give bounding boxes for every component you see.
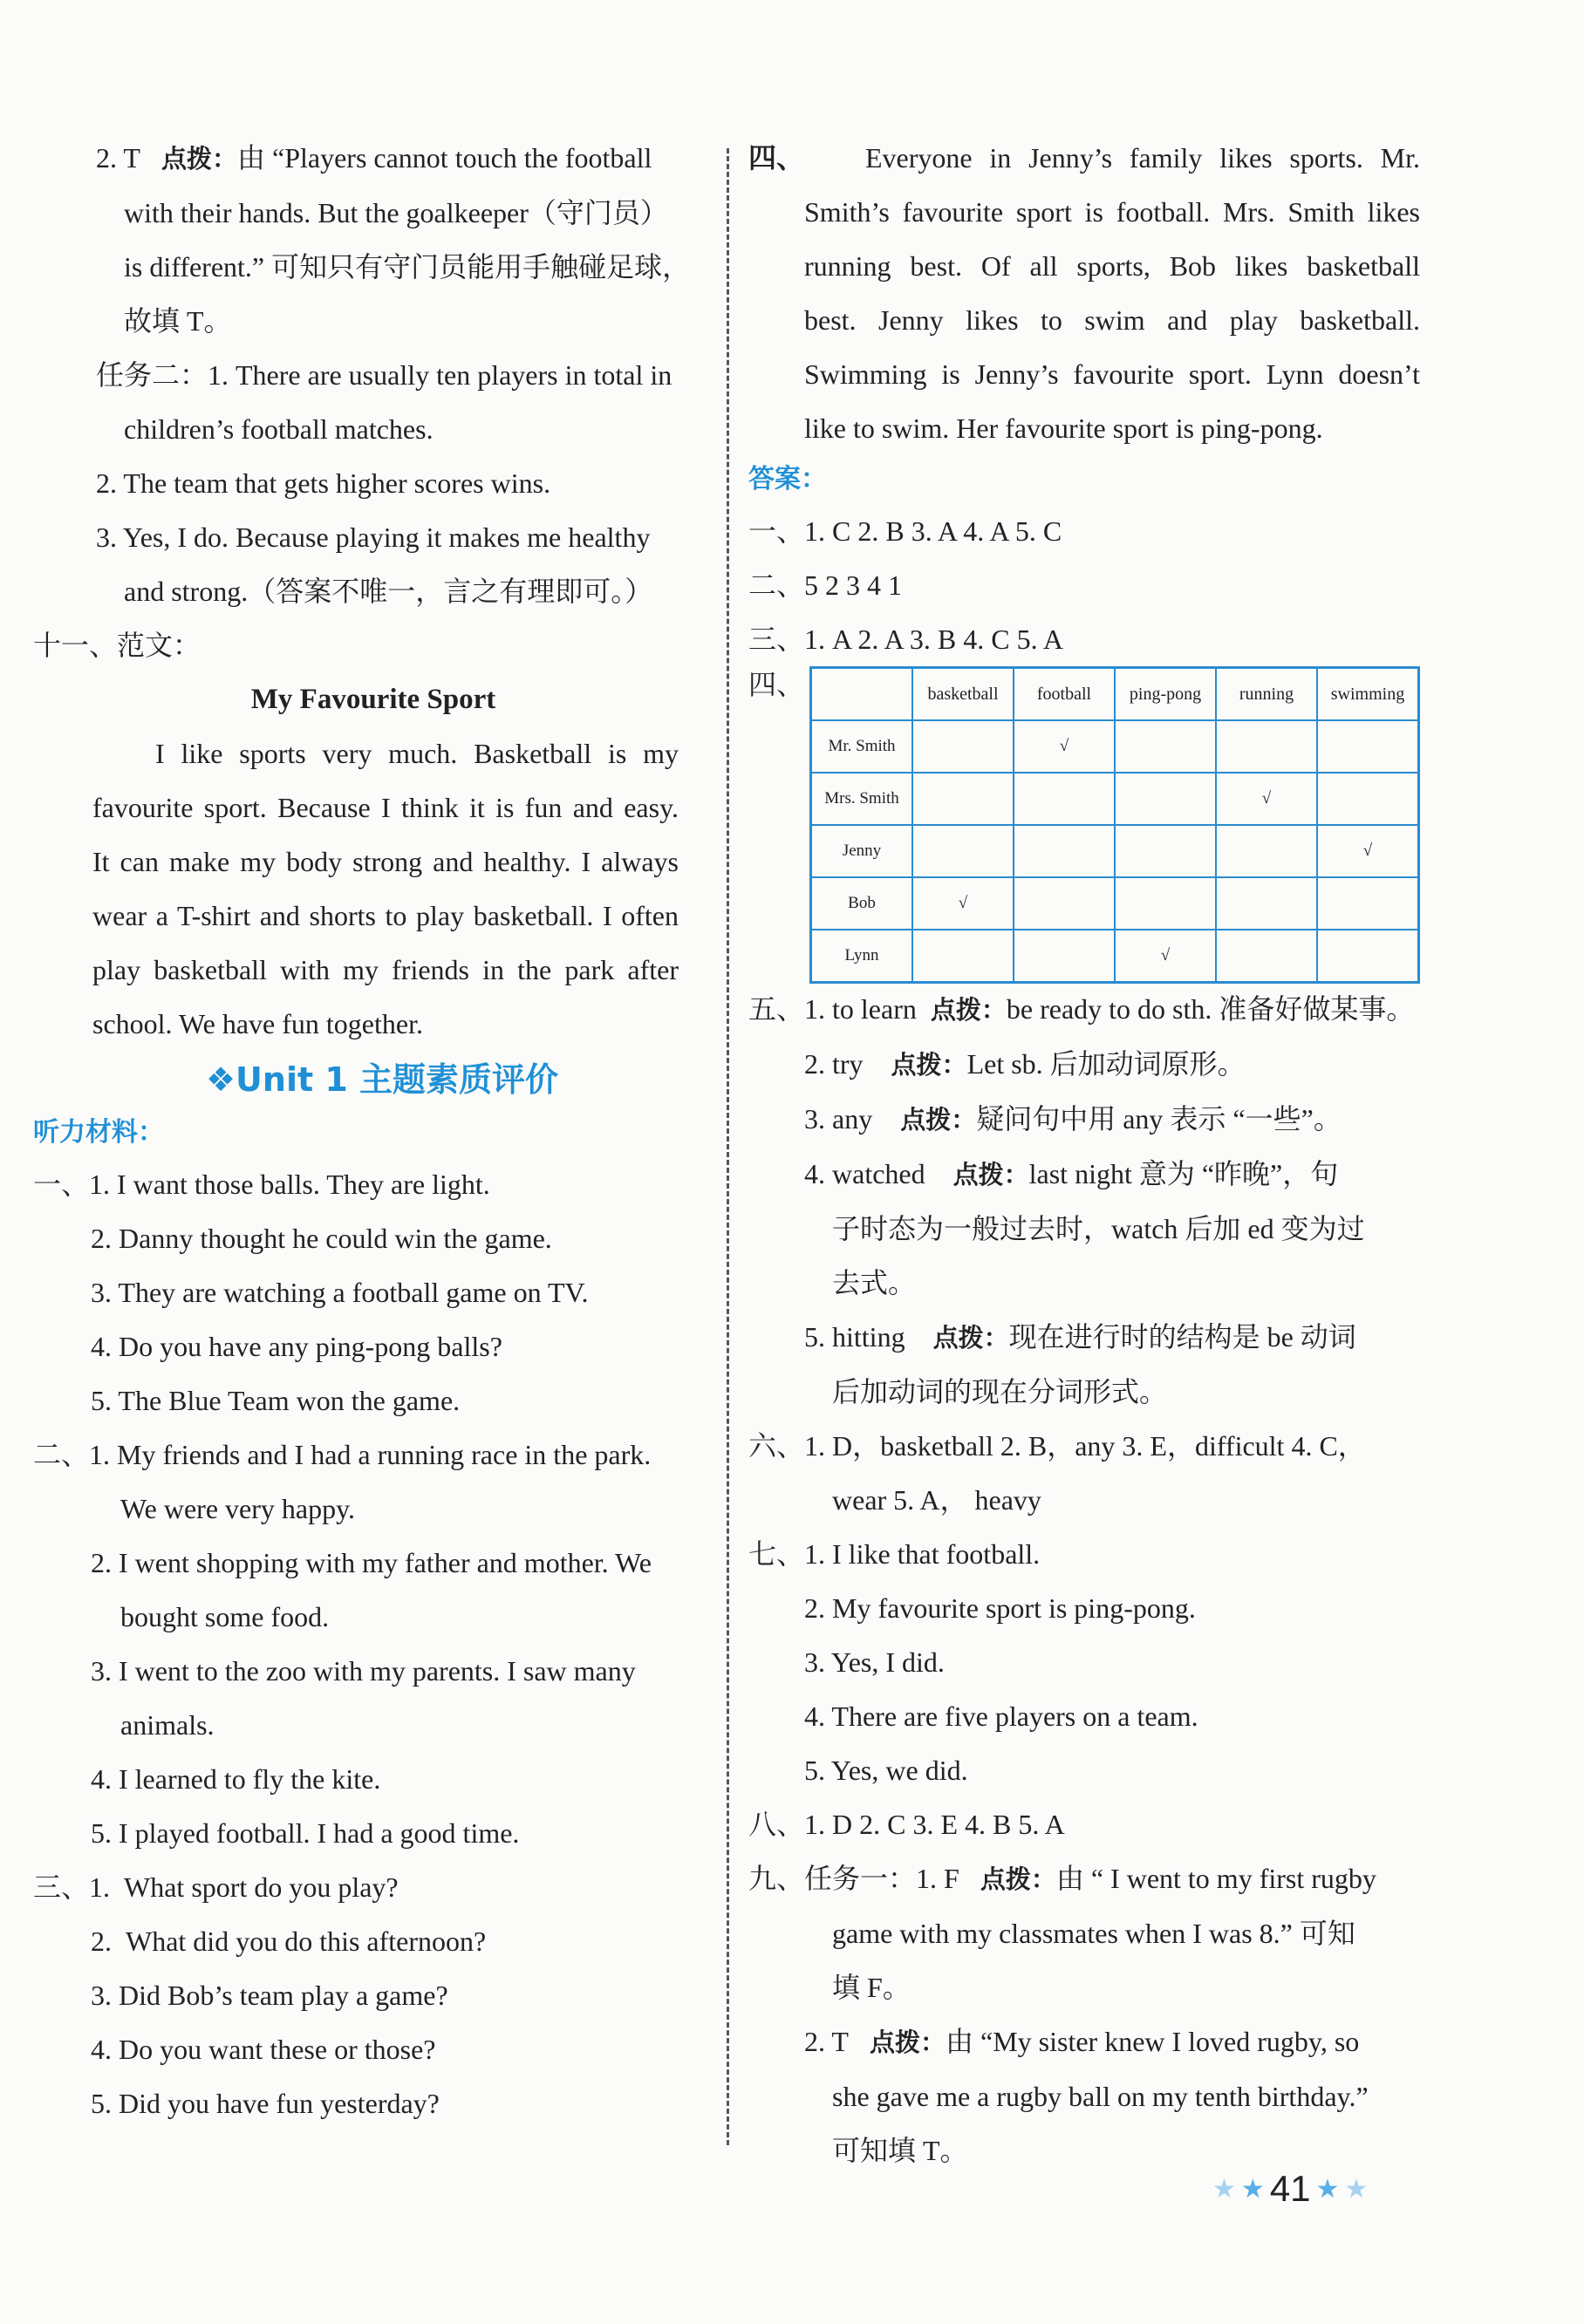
answer-line: 2. try 点拨：Let sb. 后加动词原形。 — [804, 1048, 1246, 1080]
unit-heading: ❖Unit 1 主题素质评价 — [205, 1060, 559, 1099]
table-cell — [912, 773, 1014, 825]
answer-line: game with my classmates when I was 8.” 可知 — [832, 1918, 1355, 1949]
passage-line: running best. Of all sports, Bob likes basketball — [804, 250, 1420, 282]
answer-line: children’s football matches. — [124, 413, 434, 445]
listening-line: 2. What did you do this afternoon? — [91, 1925, 487, 1957]
right-column — [748, 131, 1420, 2177]
listening-line: animals. — [120, 1709, 215, 1741]
essay-label: 十一、范文： — [33, 630, 201, 661]
table-cell — [1014, 930, 1115, 983]
answer-line: 三、1. A 2. A 3. B 4. C 5. A — [748, 624, 1063, 655]
answer-line: 七、1. I like that football. — [748, 1538, 1041, 1570]
answer-line: 2. My favourite sport is ping-pong. — [804, 1592, 1196, 1624]
table-cell — [1115, 877, 1216, 930]
answer-line: 4. There are five players on a team. — [804, 1700, 1198, 1732]
answer-line: 五、1. to learn 点拨：be ready to do sth. 准备好做某事。 — [748, 993, 1415, 1025]
answer-line: 3. any 点拨：疑问句中用 any 表示 “一些”。 — [804, 1103, 1342, 1135]
passage-line: Smith’s favourite sport is football. Mrs. Smith likes — [804, 196, 1420, 228]
essay-line: I like sports very much. Basketball is my — [155, 738, 679, 769]
answer-line: 3. Yes, I do. Because playing it makes me healthy — [96, 521, 651, 553]
answer-line: 填 F。 — [832, 1972, 911, 2003]
answer-line: and strong.（答案不唯一，言之有理即可。） — [124, 576, 653, 607]
listening-line: 5. I played football. I had a good time. — [91, 1817, 520, 1849]
listening-line: 2. Danny thought he could win the game. — [91, 1223, 552, 1254]
column-header: ping-pong — [1115, 668, 1216, 721]
answer-line: 5. Yes, we did. — [804, 1755, 968, 1786]
passage-line: like to swim. Her favourite sport is ping-pong. — [804, 412, 1323, 444]
essay-line: favourite sport. Because I think it is fun and easy. — [92, 792, 679, 823]
row-header: Bob — [811, 877, 913, 930]
item-number: 2. T — [96, 142, 140, 174]
table-cell — [912, 825, 1014, 877]
table-row — [811, 773, 1419, 825]
table-section-label: 四、 — [748, 669, 805, 700]
table-row — [811, 930, 1419, 983]
table-cell: √ — [912, 877, 1014, 930]
listening-line: We were very happy. — [120, 1493, 355, 1524]
passage-line: Swimming is Jenny’s favourite sport. Lynn doesn’t — [804, 358, 1420, 390]
answer-line: 一、1. C 2. B 3. A 4. A 5. C — [748, 515, 1062, 547]
answer-table-block — [748, 666, 1420, 982]
listening-line: 3. They are watching a football game on TV. — [91, 1277, 589, 1308]
listening-line: 3. Did Bob’s team play a game? — [91, 1980, 448, 2011]
answer-line: 5. hitting 点拨：现在进行时的结构是 be 动词 — [804, 1321, 1356, 1353]
listening-line: 4. I learned to fly the kite. — [91, 1763, 381, 1795]
column-header: basketball — [912, 668, 1014, 721]
listening-line: 2. I went shopping with my father and mother. We — [91, 1547, 652, 1578]
column-divider — [727, 148, 729, 2145]
table-cell — [1014, 825, 1115, 877]
essay-title: My Favourite Sport — [250, 684, 496, 715]
answer-line: 任务二：1. There are usually ten players in total in — [96, 359, 673, 391]
answer-line: 六、1. D，basketball 2. B，any 3. E，difficult 4. C， — [748, 1430, 1366, 1462]
row-header: Jenny — [811, 825, 913, 877]
listening-line: 5. The Blue Team won the game. — [91, 1385, 461, 1416]
listening-line: 4. Do you have any ping-pong balls? — [91, 1331, 502, 1362]
table-cell — [912, 720, 1014, 773]
listening-line: bought some food. — [120, 1601, 330, 1632]
answer-line: 故填 T。 — [124, 305, 232, 337]
tip-label: 点拨： — [160, 144, 237, 174]
column-header: running — [1216, 668, 1317, 721]
answer-line: 八、1. D 2. C 3. E 4. B 5. A — [748, 1809, 1065, 1840]
passage-line: 四、 Everyone in Jenny’s family likes sports. Mr. — [748, 142, 1420, 174]
table-cell: √ — [1317, 825, 1419, 877]
answer-line: 可知填 T。 — [832, 2135, 968, 2166]
table-cell — [1216, 720, 1317, 773]
essay-line: school. We have fun together. — [92, 1008, 423, 1039]
table-cell — [1115, 773, 1216, 825]
listening-line: 4. Do you want these or those? — [91, 2034, 436, 2065]
table-row — [811, 825, 1419, 877]
table-cell — [1014, 877, 1115, 930]
table-cell — [1014, 773, 1115, 825]
table-header-row — [811, 668, 1419, 721]
left-column — [33, 131, 713, 2130]
table-cell — [1216, 877, 1317, 930]
answer-line: 3. Yes, I did. — [804, 1646, 945, 1678]
answer-line — [33, 131, 713, 186]
answer-text: 由 “Players cannot touch the football — [236, 142, 652, 174]
table-cell — [1317, 720, 1419, 773]
listening-line: 3. I went to the zoo with my parents. I saw many — [91, 1655, 636, 1687]
answer-line: 4. watched 点拨：last night 意为 “昨晚”，句 — [804, 1158, 1339, 1189]
answer-line: 后加动词的现在分词形式。 — [832, 1376, 1168, 1407]
table-cell: √ — [1014, 720, 1115, 773]
answer-line: she gave me a rugby ball on my tenth birthday.” — [832, 2081, 1369, 2112]
table-cell — [912, 930, 1014, 983]
answer-line: 二、5 2 3 4 1 — [748, 569, 903, 601]
essay-line: It can make my body strong and healthy. I always — [92, 846, 679, 877]
answer-line: wear 5. A， heavy — [832, 1484, 1041, 1516]
table-row — [811, 720, 1419, 773]
answer-line: 去式。 — [832, 1267, 917, 1298]
row-header: Lynn — [811, 930, 913, 983]
table-cell: √ — [1216, 773, 1317, 825]
listening-line: 三、1. What sport do you play? — [33, 1871, 399, 1903]
table-cell — [1216, 825, 1317, 877]
passage-line: best. Jenny likes to swim and play basketball. — [804, 304, 1420, 336]
listening-line: 二、1. My friends and I had a running race in the park. — [33, 1439, 652, 1470]
column-header: football — [1014, 668, 1115, 721]
table-corner-cell — [811, 668, 913, 721]
table-cell — [1115, 720, 1216, 773]
star-icon: ★ — [1315, 2173, 1340, 2205]
column-header: swimming — [1317, 668, 1419, 721]
star-icon: ★ — [1212, 2173, 1236, 2205]
listening-line: 5. Did you have fun yesterday? — [91, 2088, 440, 2119]
star-icon: ★ — [1240, 2173, 1265, 2205]
answer-line: 2. T 点拨：由 “My sister knew I loved rugby, so — [804, 2026, 1360, 2057]
essay-line: play basketball with my friends in the park after — [92, 954, 679, 985]
row-header: Mrs. Smith — [811, 773, 913, 825]
answer-line: is different.” 可知只有守门员能用手触碰足球， — [124, 251, 691, 283]
page-number: 41 — [1269, 2168, 1311, 2209]
answer-line: 2. The team that gets higher scores wins. — [96, 467, 551, 499]
paw-icon: ❖ — [205, 1060, 236, 1099]
table-cell: √ — [1115, 930, 1216, 983]
row-header: Mr. Smith — [811, 720, 913, 773]
listening-label: 听力材料： — [33, 1117, 164, 1148]
listening-line: 一、1. I want those balls. They are light. — [33, 1169, 490, 1200]
table-cell — [1115, 825, 1216, 877]
table-cell — [1317, 773, 1419, 825]
table-cell — [1317, 930, 1419, 983]
answer-line: 子时态为一般过去时，watch 后加 ed 变为过 — [832, 1213, 1365, 1244]
answers-label: 答案： — [748, 464, 827, 494]
sports-table — [809, 666, 1420, 984]
table-cell — [1317, 877, 1419, 930]
answer-line: 九、任务一：1. F 点拨：由 “ I went to my first rugby — [748, 1863, 1376, 1894]
table-row — [811, 877, 1419, 930]
answer-line: with their hands. But the goalkeeper（守门员） — [124, 197, 668, 228]
star-icon: ★ — [1344, 2173, 1369, 2205]
table-cell — [1216, 930, 1317, 983]
essay-line: wear a T-shirt and shorts to play basketball. I often — [92, 900, 679, 931]
page-number-block — [1212, 2163, 1413, 2215]
